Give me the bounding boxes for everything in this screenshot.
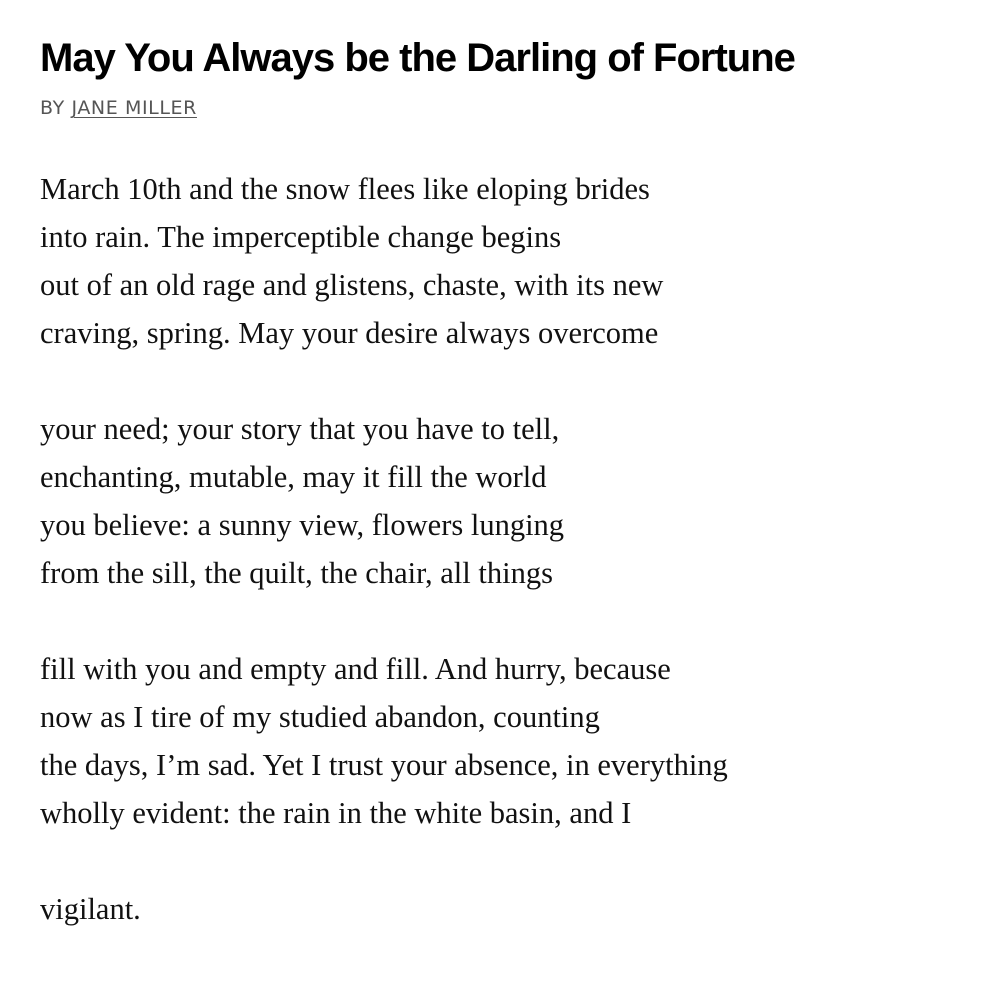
byline-prefix: BY: [40, 97, 65, 119]
byline: [40, 95, 970, 121]
poem-line: March 10th and the snow flees like eloping brides: [40, 172, 650, 206]
stanza: [40, 165, 970, 357]
poem-line: out of an old rage and glistens, chaste, with its new: [40, 268, 664, 302]
poem-line: from the sill, the quilt, the chair, all things: [40, 556, 553, 590]
poem-page: [40, 34, 970, 933]
poem-line: wholly evident: the rain in the white basin, and I: [40, 796, 632, 830]
poem-line: now as I tire of my studied abandon, counting: [40, 700, 600, 734]
poem-line: the days, I’m sad. Yet I trust your absence, in everything: [40, 748, 728, 782]
poem-line: your need; your story that you have to tell,: [40, 412, 560, 446]
stanza: [40, 645, 970, 837]
poem-body: [40, 165, 970, 933]
poem-line: vigilant.: [40, 892, 141, 926]
stanza: [40, 885, 970, 933]
poem-title: May You Always be the Darling of Fortune: [40, 36, 795, 80]
poem-line: enchanting, mutable, may it fill the world: [40, 460, 547, 494]
poem-line: craving, spring. May your desire always overcome: [40, 316, 659, 350]
stanza: [40, 405, 970, 597]
poem-line: into rain. The imperceptible change begins: [40, 220, 562, 254]
poem-line: fill with you and empty and fill. And hurry, because: [40, 652, 671, 686]
poem-line: you believe: a sunny view, flowers lunging: [40, 508, 565, 542]
author-link[interactable]: JANE MILLER: [71, 97, 197, 119]
